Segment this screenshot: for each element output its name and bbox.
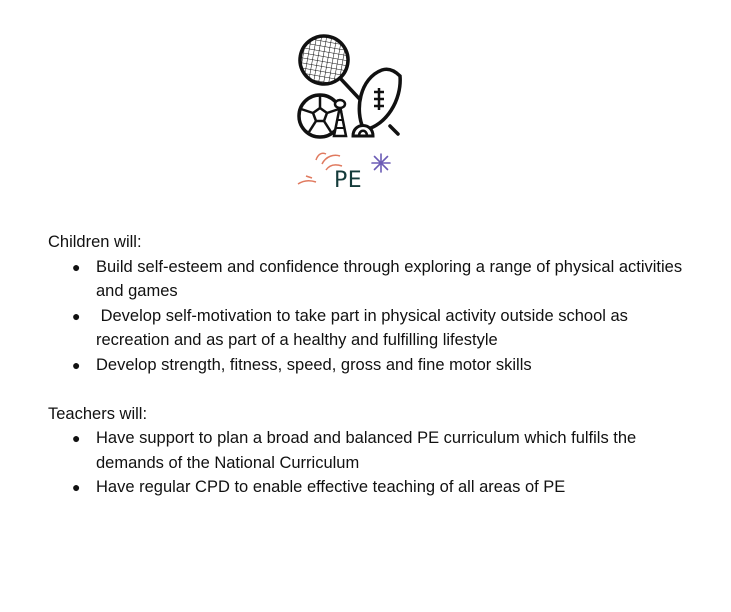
sports-equipment-icon (290, 28, 410, 143)
list-item (48, 255, 688, 304)
bullet-glyph: ● (72, 307, 81, 324)
list-item-text: Develop self-motivation to take part in physical activity outside school as recreation and as part of a healthy and fulfilling lifestyle (96, 306, 633, 349)
bullet-glyph: ● (72, 356, 81, 373)
teachers-section (48, 402, 688, 500)
list-item-text: Develop strength, fitness, speed, gross and fine motor skills (96, 355, 532, 374)
list-item (48, 426, 688, 475)
section-heading: Children will: (48, 233, 142, 251)
bullet-list (48, 255, 688, 378)
logo-title: PE (334, 168, 363, 193)
document-body (48, 230, 688, 500)
children-section (48, 230, 688, 377)
list-item (48, 304, 688, 353)
pe-logo (290, 28, 410, 198)
section-heading: Teachers will: (48, 404, 148, 423)
bullet-list (48, 426, 688, 500)
bullet-glyph: ● (72, 258, 81, 275)
list-item-text: Build self-esteem and confidence through exploring a range of physical activities and games (96, 257, 683, 300)
list-item-text: Have support to plan a broad and balanced PE curriculum which fulfils the demands of the National Curriculum (96, 429, 637, 472)
bullet-glyph: ● (72, 479, 81, 495)
list-item-text: Have regular CPD to enable effective teaching of all areas of PE (96, 478, 566, 496)
bullet-glyph: ● (72, 430, 81, 446)
list-item (48, 353, 688, 378)
star-burst-icon (370, 152, 392, 174)
list-item (48, 475, 688, 500)
